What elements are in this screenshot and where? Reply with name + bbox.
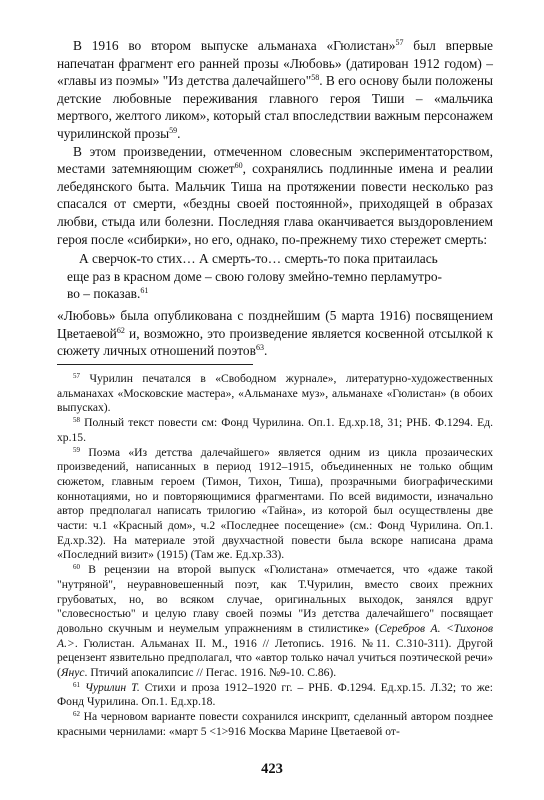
footnote-58 — [57, 416, 493, 445]
paragraph-3 — [57, 307, 493, 360]
footnote-number: 57 — [73, 372, 80, 380]
paragraph-1 — [57, 37, 493, 143]
footnote-ref-59[interactable]: 59 — [169, 125, 178, 135]
footnote-text: Поэма «Из детства далечайшего» является одним из цикла прозаических произведений, написанных в период 1912–1915, объединенных не только общим сюжетом, главным героем (Тимон, Тихон, Тиша), прозрачными биографическими коннотациями, но и повторяющимися фрагментами. По всей видимости, изначально автор предполагал написать трилогию «Тайна», из которой был осуществлены две части: ч.1 «Красный дом», ч.2 «Последнее посещение» (см.: Фонд Чурилина. Оп.1. Ед.хр.32). На материале этой двухчастной повести была вскоре написана драма «Последний визит» (1915) (Там же. Ед.хр.33). — [57, 445, 493, 562]
author-name: Чурилин Т. — [80, 680, 140, 694]
footnote-number: 60 — [73, 563, 80, 572]
footnote-ref-61[interactable]: 61 — [140, 286, 149, 296]
footnote-text: На черновом варианте повести сохранился инскрипт, сделанный автором позднее красными чернилами: «март 5 <1>916 Москва Марине Цветаевой от- — [57, 710, 493, 738]
quote-line-3 — [67, 285, 493, 303]
footnote-ref-60[interactable]: 60 — [234, 161, 243, 171]
footnote-text: Чурилин печатался в «Свободном журнале», литературно-художественных альманахах «Московские мастера», «Альманахе муз», альманахе «Гюлистан» (в обоих выпусках). — [57, 372, 493, 415]
footnote-number: 62 — [73, 710, 80, 719]
footnotes — [57, 372, 493, 740]
footnote-ref-63[interactable]: 63 — [255, 343, 264, 353]
footnote-text: В рецензии на второй выпуск «Гюлистана» отмечается, что «даже такой "нутряной", неуравновешенный поэт, как Т.Чурилин, вместо своих прежних грубоватых, но, во всяком случае, оригинальных выходок, занялся вдруг "словесностью" и целую главу своей поэмы "Из детства далечайшего" посвящает довольно скучным и неумелым упражнениям в стилистике» ( — [57, 563, 493, 635]
text-run: . — [263, 343, 268, 359]
text-run: . — [177, 125, 181, 141]
page-number: 423 — [261, 761, 283, 777]
footnote-text: . Птичий апокалипсис // Пегас. 1916. №9-10. С.86). — [84, 666, 337, 680]
footnote-57 — [57, 372, 493, 416]
text-run: В этом произведении, отмеченном словесным экспериментаторством, местами затемняющим сюжет — [57, 143, 493, 177]
footnote-59 — [57, 446, 493, 564]
footnote-number: 59 — [73, 445, 80, 454]
paragraph-2 — [57, 143, 493, 249]
text-run: во – показав. — [67, 286, 141, 302]
footnote-number: 61 — [73, 680, 80, 689]
footnote-ref-62[interactable]: 62 — [116, 325, 125, 335]
text-run: . В его основу были положены детские любовные переживания главного героя Тиши – «мальчика мертвого, желтого ликом», который стал впоследствии важным персонажем чурилинской прозы — [57, 73, 494, 141]
footnote-text: . Гюлистан. Альманах II. М., 1916 // Летопись. 1916. №11. С.310-311). Другой рецензент язвительно предполагал, что «автор только начал учиться поэтической речи» ( — [57, 636, 493, 680]
quote-line-1: А сверчок-то стих… А смерть-то… смерть-то пока притаилась — [79, 251, 438, 267]
block-quote — [57, 250, 493, 303]
text-run: , сохранялись подлинные имена и реалии лебедянского быта. Мальчик Тиша на протяжении повести несколько раз спасался от смерти, «бездны своей постоянной», приходящей в образах любви, стыда или болезни. Последняя глава оканчивается выздоровлением героя после «сибирки», но его, однако, по-прежнему тихо стережет смерть: — [57, 161, 493, 247]
author-name: Янус — [60, 666, 85, 680]
footnote-divider — [57, 364, 253, 365]
footnote-ref-57[interactable]: 57 — [395, 38, 404, 47]
main-text — [57, 37, 493, 360]
text-run: был впервые напечатан фрагмент его ранней прозы «Любовь» (датирован 1912 годом) – «главы из поэмы» "Из детства далечайшего" — [57, 38, 493, 89]
footnote-text: Полный текст повести см: Фонд Чурилина. Оп.1. Ед.хр.18, 31; РНБ. Ф.1294. Ед. хр.15. — [57, 416, 493, 444]
text-run: «Любовь» была опубликована с позднейшим (5 марта 1916) посвящением Цветаевой — [57, 307, 493, 341]
text-run: и, возможно, это произведение является косвенной отсылкой к сюжету личных отношений поэтов — [57, 325, 493, 359]
footnote-62 — [57, 710, 493, 739]
author-name: Серебров А. <Тихонов А.> — [57, 621, 493, 650]
footnote-ref-58[interactable]: 58 — [311, 73, 320, 83]
footnote-61 — [57, 681, 493, 710]
quote-line-2: еще раз в красном доме – свою голову змейно-темно перламутро- — [67, 268, 443, 284]
footnote-text: Стихи и проза 1912–1920 гг. – РНБ. Ф.1294. Ед.хр.15. Л.32; то же: Фонд Чурилина. Оп.1. Ед.хр.18. — [57, 680, 494, 709]
text-run: В 1916 во втором выпуске альманаха «Гюлистан» — [73, 38, 396, 53]
footnote-number: 58 — [73, 416, 80, 425]
footnote-60 — [57, 563, 493, 681]
